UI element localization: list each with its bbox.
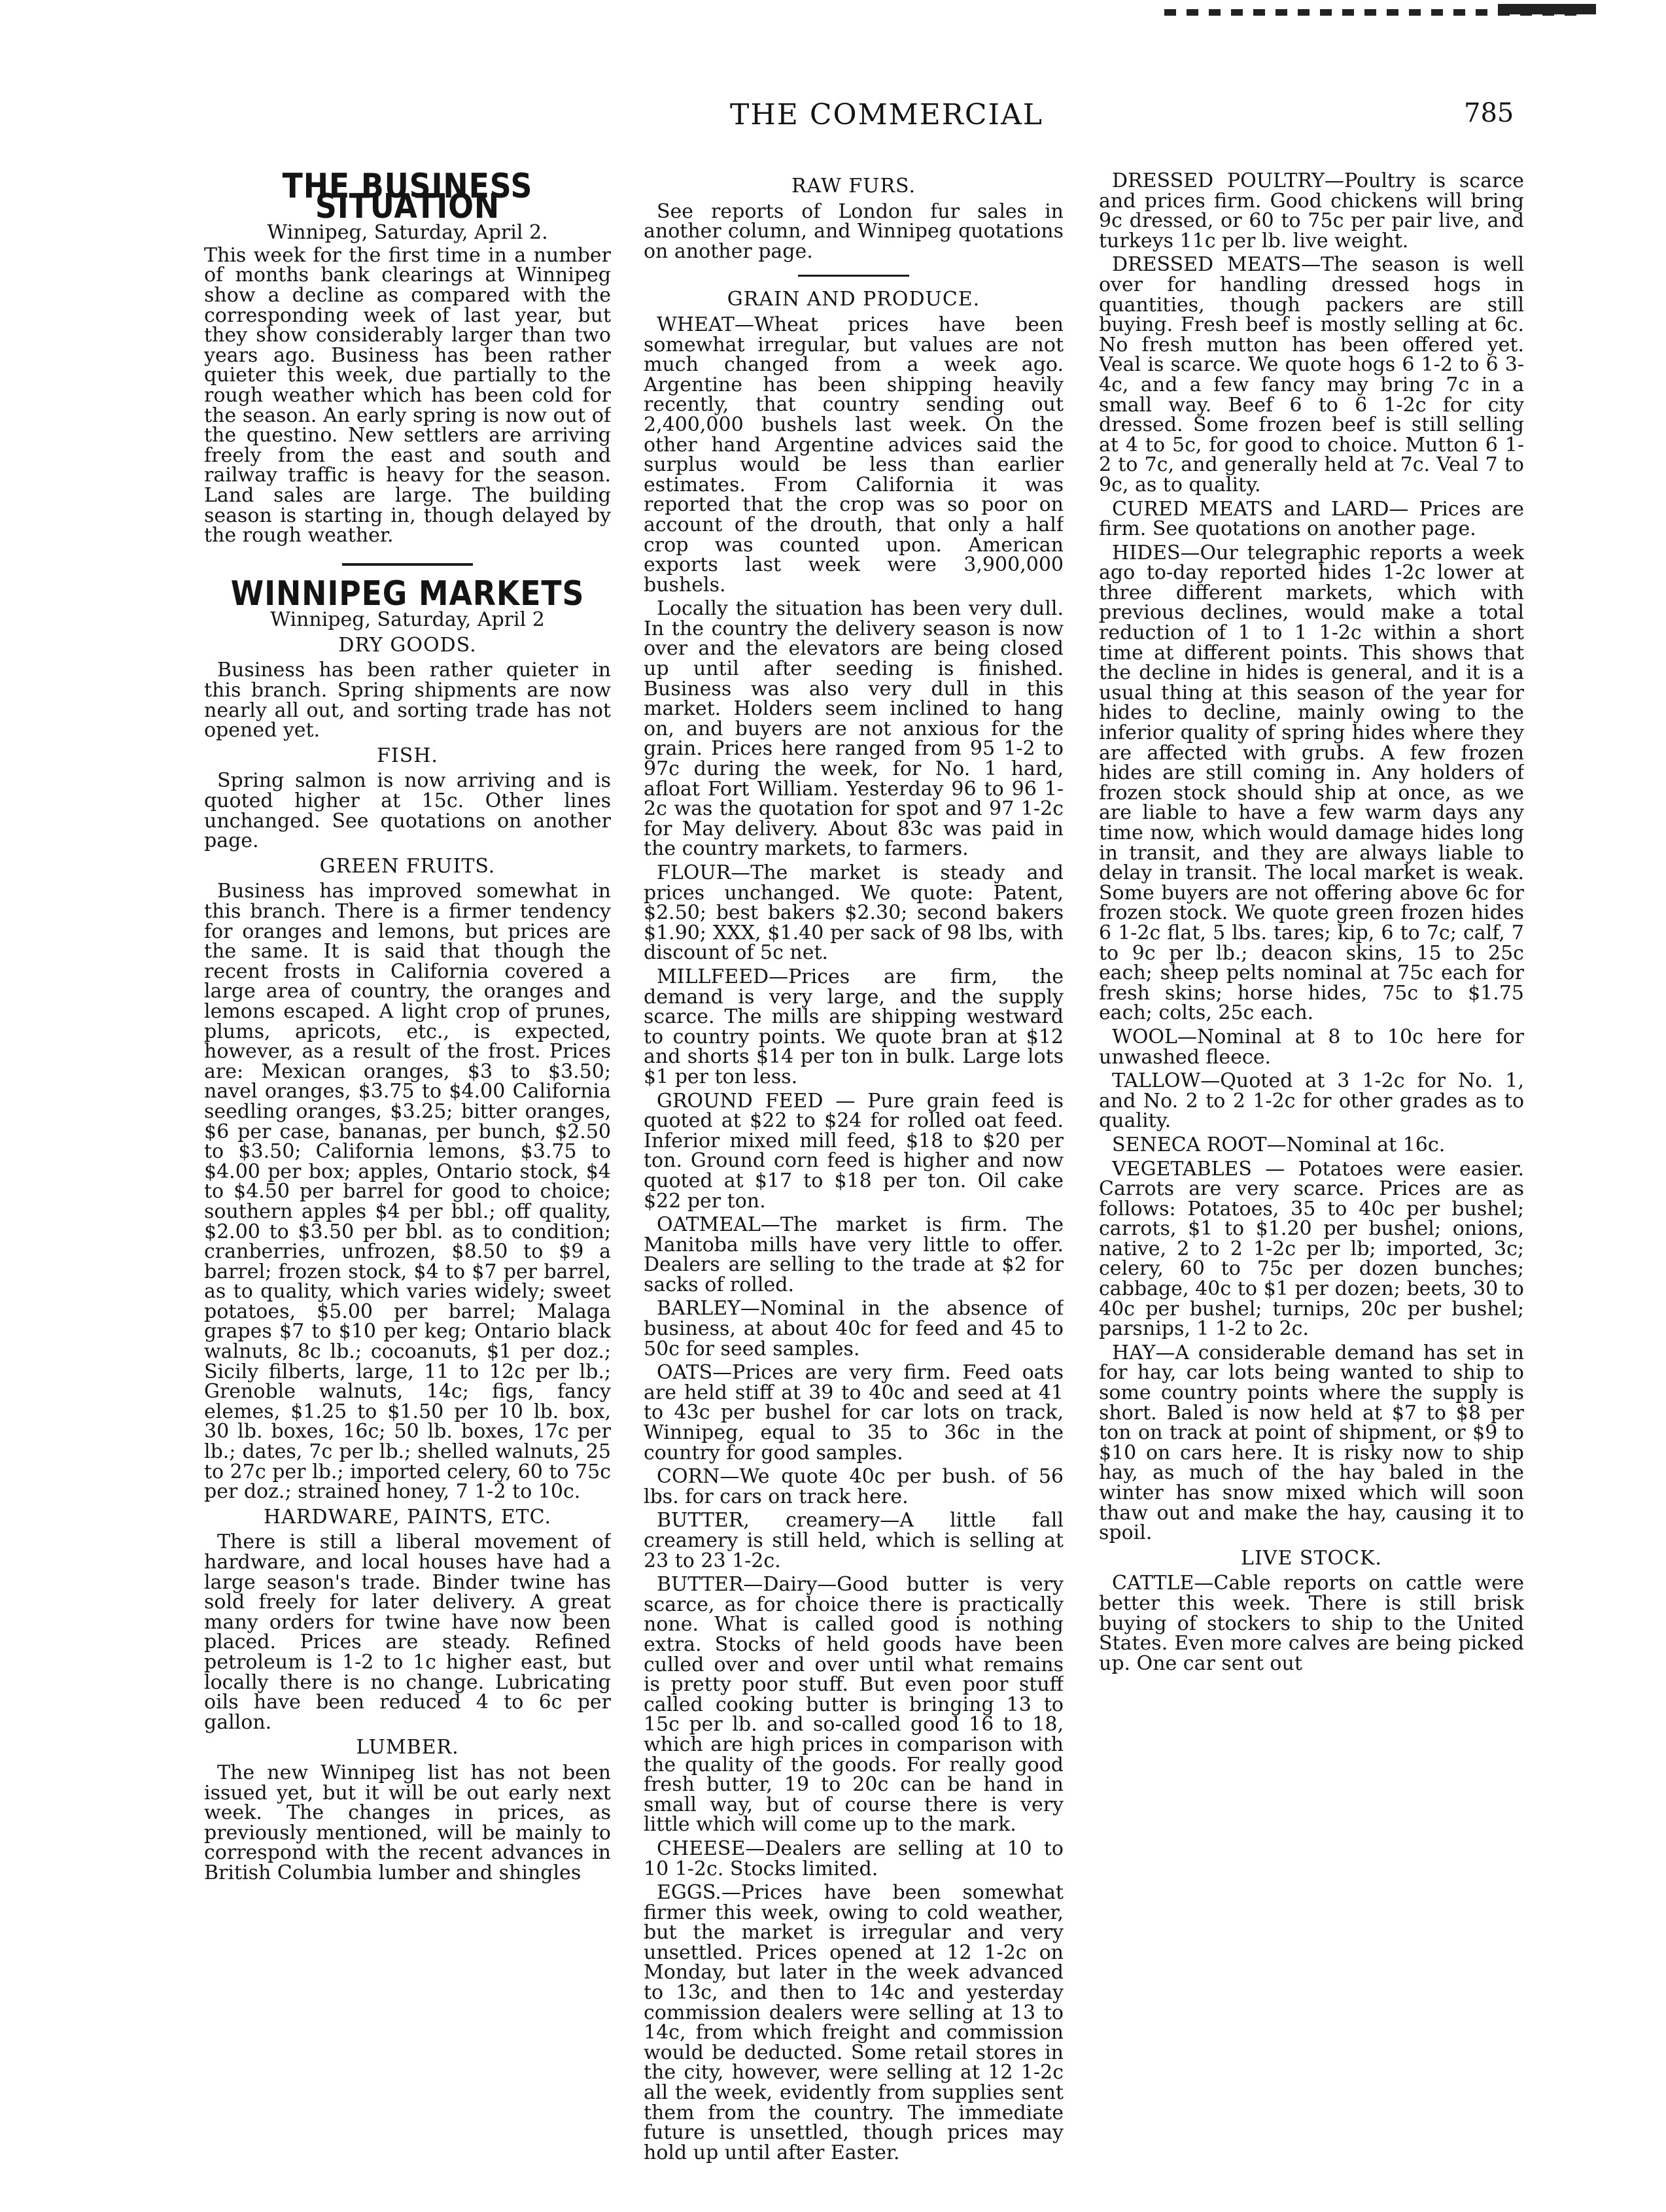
dressed-meats-text: DRESSED MEATS—The season is well over for handling dressed hogs in quantities, though packers are still buying. Fresh beef is mostly selling at 6c. No fresh mutton has been offered yet. Veal is scarce. We quote hogs 6 1-2 to 6 3-4c, and a few fancy may bring 7c in a small way. Beef 6 to 6 1-2c for city dressed. Some frozen beef is still selling at 4 to 5c, for good to choice. Mutton 6 1-2 to 7c, and generally held at 7c. Veal 7 to 9c, as to quality. <box>1099 253 1524 496</box>
tallow-text: TALLOW—Quoted at 3 1-2c for No. 1, and No. 2 to 2 1-2c for other grades as to quality. <box>1099 1069 1524 1133</box>
cured-meats-text: CURED MEATS and LARD— Prices are firm. See quotations on another page. <box>1099 497 1524 541</box>
grain-produce-head: GRAIN AND PRODUCE. <box>727 288 981 311</box>
oats-text: OATS—Prices are very firm. Feed oats are held stiff at 39 to 40c and seed at 41 to 43c per bushel for car lots on track, Winnipeg, equal to 35 to 36c in the country for good samples. <box>644 1361 1064 1464</box>
section-rule <box>342 563 473 566</box>
green-fruits-head: GREEN FRUITS. <box>319 854 496 878</box>
column-3 <box>1099 171 1524 2192</box>
wheat-local-text: Locally the situation has been very dull. In the country the delivery season is now over and the elevators are being closed up until after seeding is finished. Business was also very dull in this market. Holders seem inclined to hang on, and buyers are not anxious for the grain. Prices here ranged from 95 1-2 to 97c during the week, for No. 1 hard, afloat Fort William. Yesterday 96 to 96 1-2c was the quotation for spot and 97 1-2c for May delivery. About 83c was paid in the country markets, to farmers. <box>644 597 1064 861</box>
dressed-poultry-text: DRESSED POULTRY—Poultry is scarce and prices firm. Good chickens will bring 9c dressed, or 60 to 75c per pair live, and turkeys 11c per lb. live weight. <box>1099 171 1524 252</box>
raw-furs-text: See reports of London fur sales in another column, and Winnipeg quotations on another page. <box>644 199 1064 263</box>
dry-goods-head: DRY GOODS. <box>338 633 477 657</box>
winnipeg-markets-dateline: Winnipeg, Saturday, April 2 <box>270 608 545 632</box>
vegetables-text: VEGETABLES — Potatoes were easier. Carrots are very scarce. Prices are as follows: Potatoes, 35 to 40c per bushel; carrots, $1 to $1.20 per bushel; onions, native, 2 to 2 1-2c per lb; imported, 3c; celery, 60 to 75c per dozen bunches; cabbage, 40c to $1 per dozen; beets, 30 to 40c per bushel; turnips, 20c per bushel; parsnips, 1 1-2 to 2c. <box>1099 1157 1524 1341</box>
column-1 <box>204 171 611 2192</box>
business-situation-body: This week for the first time in a number of months bank clearings at Winnipeg show a decline as compared with the corresponding week of last year, but they show considerably larger than two years ago. Business has been rather quieter this week, due partially to the rough weather which has been cold for the season. An early spring is now out of the questino. New settlers are arriving freely from the east and south and railway traffic is heavy for the season. Land sales are large. The building season is starting in, though delayed by the rough weather. <box>204 243 611 547</box>
section-rule <box>798 275 909 277</box>
cattle-text: CATTLE—Cable reports on cattle were better this week. There is still brisk buying of stockers to ship to the United States. Even more calves are being picked up. One car sent out <box>1099 1572 1524 1675</box>
fish-head: FISH. <box>377 744 438 767</box>
business-situation-headline: THE BUSINESS SITUATION <box>282 171 533 226</box>
column-2 <box>644 171 1064 2192</box>
ground-feed-text: GROUND FEED — Pure grain feed is quoted at $22 to $24 for rolled oat feed. Inferior mixed mill feed, $18 to $20 per ton. Ground corn feed is higher and now quoted at $17 to $18 per ton. Oil cake $22 per ton. <box>644 1089 1064 1213</box>
dry-goods-text: Business has been rather quieter in this branch. Spring shipments are now nearly all out, and sorting trade has not opened yet. <box>204 659 611 742</box>
millfeed-text: MILLFEED—Prices are firm, the demand is very large, and the supply scarce. The mills are shipping westward to country points. We quote bran at $12 and shorts $14 per ton in bulk. Large lots $1 per ton less. <box>644 965 1064 1088</box>
flour-text: FLOUR—The market is steady and prices unchanged. We quote: Patent, $2.50; best bakers $2.30; second bakers $1.90; XXX, $1.40 per sack of 98 lbs, with discount of 5c net. <box>644 861 1064 965</box>
fish-text: Spring salmon is now arriving and is quoted higher at 15c. Other lines unchanged. See quotations on another page. <box>204 769 611 853</box>
lumber-head: LUMBER. <box>356 1736 459 1759</box>
winnipeg-markets-headline: WINNIPEG MARKETS <box>230 574 585 613</box>
green-fruits-text: Business has improved somewhat in this branch. There is a firmer tendency for oranges and lemons, but prices are the same. It is said that though the recent frosts in California covered a large area of country, the oranges and lemons escaped. A light crop of prunes, plums, apricots, etc., is expected, however, as a result of the frost. Prices are: Mexican oranges, $3 to $3.50; navel oranges, $3.75 to $4.00 California seedling oranges, $3.25; bitter oranges, $6 per case, bananas, per bunch, $2.50 to $3.50; California lemons, $3.75 to $4.00 per box; apples, Ontario stock, $4 to $4.50 per barrel for good to choice; southern apples $4 per bbl.; off quality, $2.00 to $3.50 per bbl. as to condition; cranberries, unfrozen, $8.50 to $9 a barrel; frozen stock, $4 to $7 per barrel, as to quality, which varies widely; sweet potatoes, $5.00 per barrel; Malaga grapes $7 to $10 per keg; Ontario black walnuts, 8c lb.; cocoanuts, $1 per doz.; Sicily filberts, large, 11 to 12c per lb.; Grenoble walnuts, 14c; figs, fancy elemes, $1.25 to $1.50 per 10 lb. box, 30 lb. boxes, 16c; 50 lb. boxes, 17c per lb.; dates, 7c per lb.; shelled walnuts, 25 to 27c per lb.; imported celery, 60 to 75c per doz.; strained honey, 7 1-2 to 10c. <box>204 880 611 1504</box>
eggs-text: EGGS.—Prices have been somewhat firmer this week, owing to cold weather, but the market is irregular and very unsettled. Prices opened at 12 1-2c on Monday, but later in the week advanced to 13c, and then to 14c and yesterday commission dealers were selling at 13 to 14c, from which freight and commission would be deducted. Some retail stores in the city, however, were selling at 12 1-2c all the week, evidently from supplies sent them from the country. The immediate future is unsettled, though prices may hold up until after Easter. <box>644 1881 1064 2164</box>
page-number: 785 <box>1464 98 1514 128</box>
seneca-root-text: SENECA ROOT—Nominal at 16c. <box>1112 1133 1446 1156</box>
live-stock-head: LIVE STOCK. <box>1241 1546 1382 1570</box>
wool-text: WOOL—Nominal at 8 to 10c here for unwashed fleece. <box>1099 1025 1524 1069</box>
barley-text: BARLEY—Nominal in the absence of business, at about 40c for feed and 45 to 50c for seed samples. <box>644 1297 1064 1360</box>
lumber-text: The new Winnipeg list has not been issued yet, but it will be out early next week. The changes in prices, as previously mentioned, will be mainly to correspond with the recent advances in British Columbia lumber and shingles <box>204 1761 611 1884</box>
hides-text: HIDES—Our telegraphic reports a week ago to-day reported hides 1-2c lower at three different markets, which with previous declines, would make a total reduction of 1 to 1 1-2c within a short time at different points. This shows that the decline in hides is general, and it is a usual thing at this season of the year for hides to decline, mainly owing to the inferior quality of spring hides where they are affected with grubs. A few frozen hides are still coming in. Any holders of frozen stock should ship at once, as we are liable to have a few warm days any time now, which would damage hides long in transit, and they are always liable to delay in transit. The local market is weak. Some buyers are not offering above 6c for frozen stock. We quote green frozen hides 6 1-2c flat, 5 lbs. tares; kip, 6 to 7c; calf, 7 to 9c per lb.; deacon skins, 15 to 25c each; sheep pelts nominal at 75c each for fresh skins; horse hides, 75c to $1.75 each; colts, 25c each. <box>1099 541 1524 1025</box>
running-head <box>0 98 1666 137</box>
hay-text: HAY—A considerable demand has set in for hay, car lots being wanted to ship to some country points where the supply is short. Baled is now held at $7 to $8 per ton on track at point of shipment, or $9 to $10 on cars here. It is risky now to ship hay, as much of the hay baled in the winter has snow mixed which will soon thaw out and make the hay, causing it to spoil. <box>1099 1341 1524 1545</box>
corn-text: CORN—We quote 40c per bush. of 56 lbs. for cars on track here. <box>644 1465 1064 1508</box>
cheese-text: CHEESE—Dealers are selling at 10 to 10 1-2c. Stocks limited. <box>644 1837 1064 1880</box>
hardware-head: HARDWARE, PAINTS, ETC. <box>263 1505 552 1529</box>
top-edge-bar <box>1498 4 1596 14</box>
oatmeal-text: OATMEAL—The market is firm. The Manitoba mills have very little to offer. Dealers are selling to the trade at $2 for sacks of rolled. <box>644 1213 1064 1296</box>
business-situation-dateline: Winnipeg, Saturday, April 2. <box>267 221 548 245</box>
butter-dairy-text: BUTTER—Dairy—Good butter is very scarce, as for choice there is practically none. What is called good is nothing extra. Stocks of held goods have been culled over and over until what remains is pretty poor stuff. But even poor stuff called cooking butter is bringing 13 to 15c per lb. and so-called good 16 to 18, which are high prices in comparison with the quality of the goods. For really good fresh butter, 19 to 20c can be hand in small way, but of course there is very little which will come up to the mark. <box>644 1573 1064 1837</box>
running-title: THE COMMERCIAL <box>730 98 1043 131</box>
hardware-text: There is still a liberal movement of hardware, and local houses have had a large season's trade. Binder twine has sold freely for later delivery. A great many orders for twine have now been placed. Prices are steady. Refined petroleum is 1-2 to 1c higher east, but locally there is no change. Lubricating oils have been reduced 4 to 6c per gallon. <box>204 1530 611 1734</box>
raw-furs-head: RAW FURS. <box>791 175 916 198</box>
butter-creamery-text: BUTTER, creamery—A little fall creamery is still held, which is selling at 23 to 23 1-2c. <box>644 1509 1064 1572</box>
wheat-text: WHEAT—Wheat prices have been somewhat irregular, but values are not much changed from a week ago. Argentine has been shipping heavily recently, that country sending out 2,400,000 bushels last week. On the other hand Argentine advices said the surplus would be less than earlier estimates. From California it was reported that the crop was so poor on account of the drouth, that only a half crop was counted upon. American exports last week were 3,900,000 bushels. <box>644 313 1064 596</box>
